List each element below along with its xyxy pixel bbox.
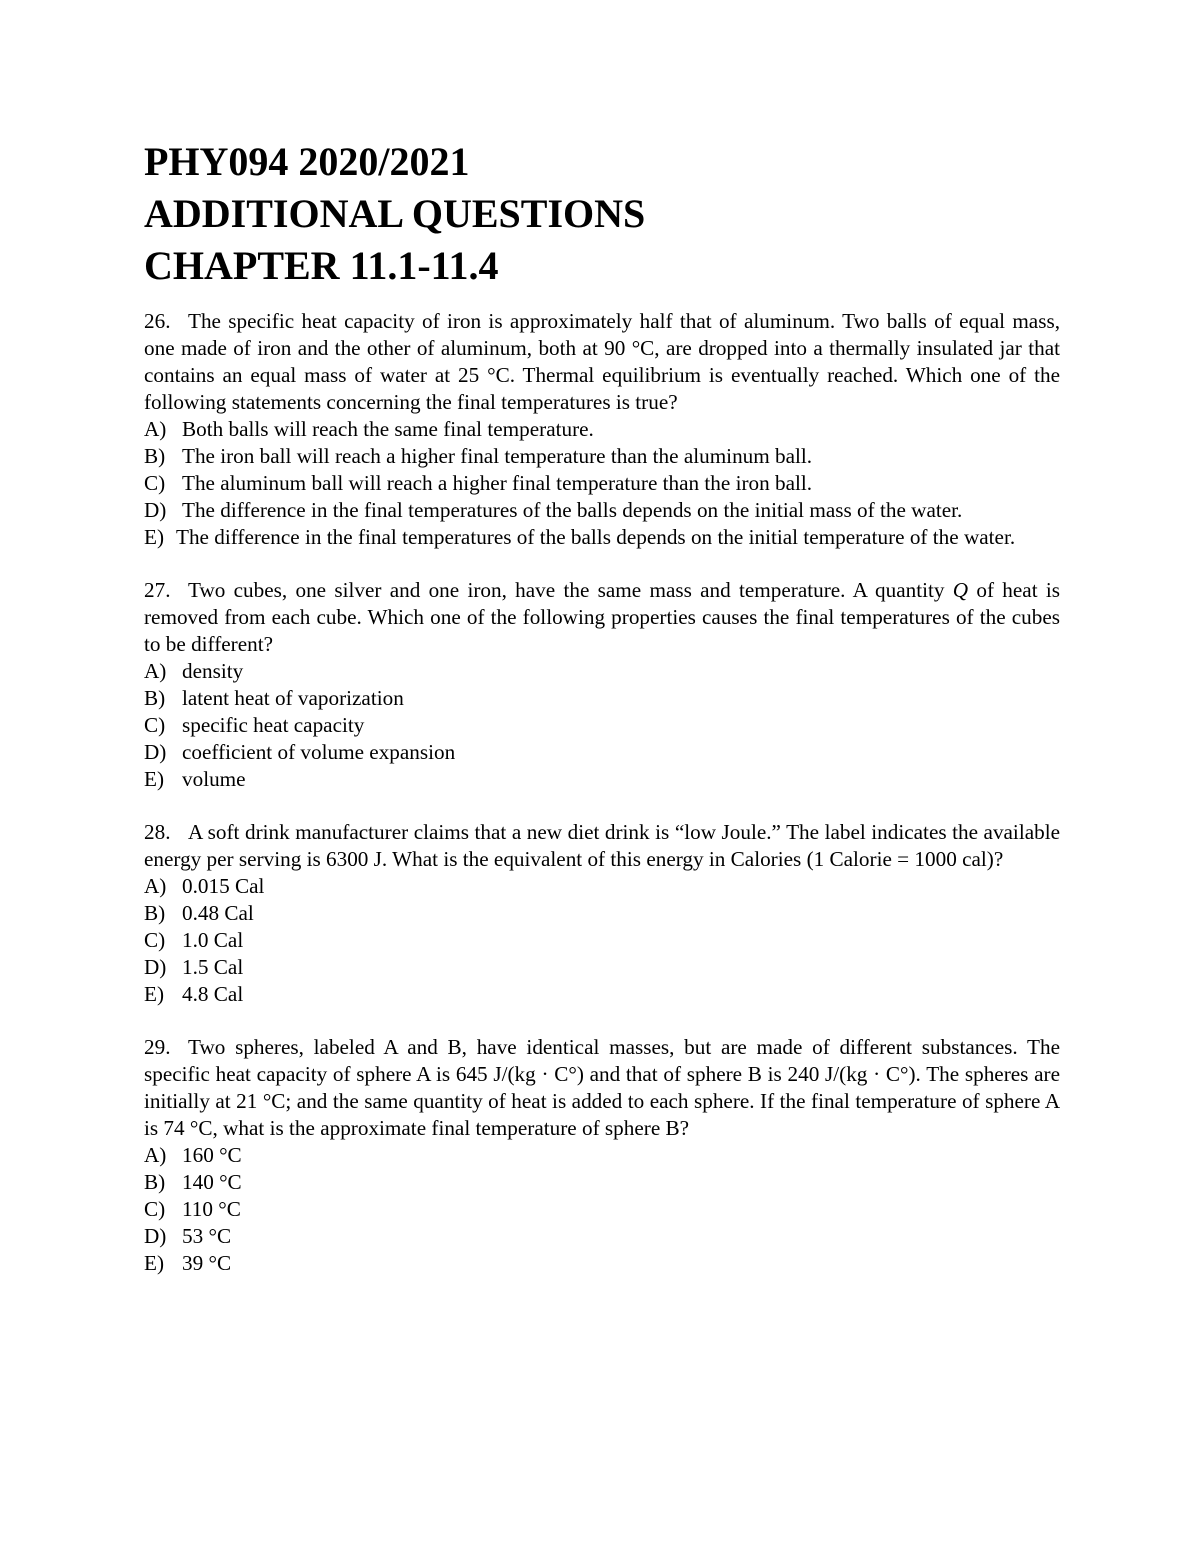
option-b [144, 443, 1060, 470]
option-c [144, 470, 1060, 497]
question-text: The specific heat capacity of iron is approximately half that of aluminum. Two balls of equal mass, one made of iron and the other of aluminum, both at 90 °C, are dropped into a thermally insulated jar that contains an equal mass of water at 25 °C. Thermal equilibrium is eventually reached. Which one of the following statements concerning the final temperatures is true? [144, 309, 1060, 414]
option-a [144, 873, 1060, 900]
option-c [144, 927, 1060, 954]
option-letter: D) [144, 498, 167, 522]
question-stem [144, 1034, 1060, 1142]
option-text: The iron ball will reach a higher final temperature than the aluminum ball. [182, 444, 813, 468]
document-title: ADDITIONAL QUESTIONS [144, 191, 646, 236]
option-text: 1.5 Cal [182, 955, 244, 979]
option-text: 53 °C [182, 1224, 232, 1248]
question-text-before: Two cubes, one silver and one iron, have the same mass and temperature. A quantity [188, 578, 953, 602]
question-stem [144, 819, 1060, 873]
option-b [144, 685, 1060, 712]
option-letter: E) [144, 1251, 164, 1275]
option-text: 4.8 Cal [182, 982, 244, 1006]
question-number: 26. [144, 309, 171, 333]
option-d [144, 1223, 1060, 1250]
option-text: volume [182, 767, 246, 791]
option-d [144, 739, 1060, 766]
question-number: 28. [144, 820, 171, 844]
option-letter: B) [144, 1170, 166, 1194]
option-letter: C) [144, 928, 166, 952]
option-text: 160 °C [182, 1143, 242, 1167]
option-letter: A) [144, 874, 167, 898]
option-letter: A) [144, 1143, 167, 1167]
option-c [144, 712, 1060, 739]
option-letter: B) [144, 686, 166, 710]
option-letter: C) [144, 471, 166, 495]
option-text: specific heat capacity [182, 713, 365, 737]
question-29 [144, 1034, 1060, 1277]
option-d [144, 497, 1060, 524]
question-text: Two spheres, labeled A and B, have identical masses, but are made of different substances. The specific heat capacity of sphere A is 645 J/(kg · C°) and that of sphere B is 240 J/(kg · C°). The spheres are initially at 21 °C; and the same quantity of heat is added to each sphere. If the final temperature of sphere A is 74 °C, what is the approximate final temperature of sphere B? [144, 1035, 1060, 1140]
question-27 [144, 577, 1060, 793]
option-letter: C) [144, 1197, 166, 1221]
option-text: 0.48 Cal [182, 901, 254, 925]
option-text: 110 °C [182, 1197, 241, 1221]
option-text: The difference in the final temperatures of the balls depends on the initial mass of the water. [182, 498, 963, 522]
heat-variable: Q [952, 578, 969, 602]
question-text-after: of heat is removed from each cube. Which one of the following properties causes the final temperatures of the cubes to be different? [144, 578, 1060, 656]
option-letter: A) [144, 659, 167, 683]
option-letter: E) [144, 525, 164, 549]
option-a [144, 1142, 1060, 1169]
option-text: density [182, 659, 244, 683]
option-letter: D) [144, 1224, 167, 1248]
option-text: 39 °C [182, 1251, 232, 1275]
option-letter: C) [144, 713, 166, 737]
option-c [144, 1196, 1060, 1223]
option-text: 0.015 Cal [182, 874, 265, 898]
option-letter: D) [144, 955, 167, 979]
question-stem [144, 308, 1060, 416]
option-e [144, 766, 1060, 793]
option-letter: E) [144, 982, 164, 1006]
option-e [144, 1250, 1060, 1277]
option-letter: A) [144, 417, 167, 441]
document-page [144, 136, 1060, 1303]
option-text: latent heat of vaporization [182, 686, 404, 710]
option-b [144, 900, 1060, 927]
course-title: PHY094 2020/2021 [144, 139, 470, 184]
option-text: The aluminum ball will reach a higher final temperature than the iron ball. [182, 471, 813, 495]
question-number: 27. [144, 578, 171, 602]
option-text: 140 °C [182, 1170, 242, 1194]
document-header [144, 136, 1060, 292]
option-e [144, 524, 1060, 551]
option-text: 1.0 Cal [182, 928, 244, 952]
option-text: Both balls will reach the same final temperature. [182, 417, 594, 441]
option-d [144, 954, 1060, 981]
option-letter: D) [144, 740, 167, 764]
option-letter: E) [144, 767, 164, 791]
option-letter: B) [144, 901, 166, 925]
question-stem [144, 577, 1060, 658]
option-a [144, 658, 1060, 685]
question-28 [144, 819, 1060, 1008]
question-text: A soft drink manufacturer claims that a new diet drink is “low Joule.” The label indicates the available energy per serving is 6300 J. What is the equivalent of this energy in Calories (1 Calorie = 1000 cal)? [144, 820, 1060, 871]
option-e [144, 981, 1060, 1008]
option-a [144, 416, 1060, 443]
chapter-title: CHAPTER 11.1-11.4 [144, 243, 499, 288]
option-text: coefficient of volume expansion [182, 740, 456, 764]
question-26 [144, 308, 1060, 551]
question-number: 29. [144, 1035, 171, 1059]
option-b [144, 1169, 1060, 1196]
option-text: The difference in the final temperatures of the balls depends on the initial temperature of the water. [176, 525, 1016, 549]
option-letter: B) [144, 444, 166, 468]
